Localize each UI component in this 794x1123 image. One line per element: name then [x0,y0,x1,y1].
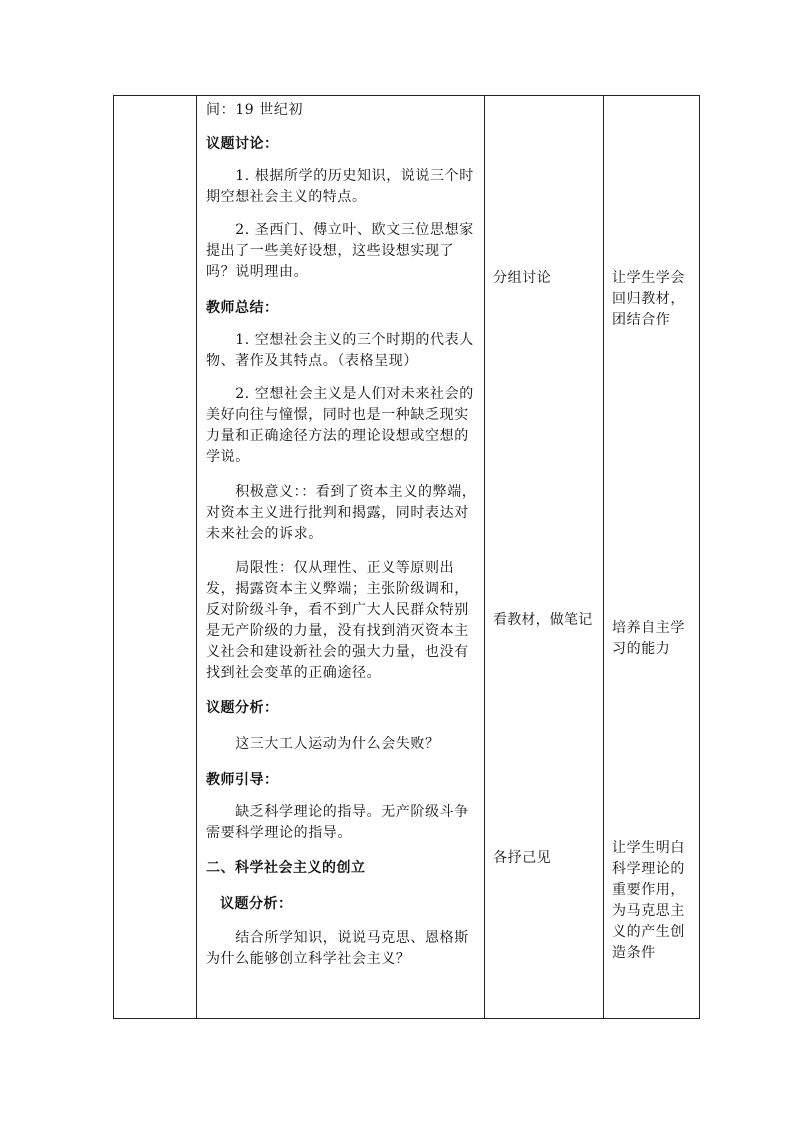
intent-self-study: 培养自主学习的能力 [612,620,685,657]
summary-point-2: 2. 空想社会主义是人们对未来社会的美好向往与憧憬，同时也是一种缺乏现实力量和正确途径方法的理论设想或空想的学说。 [206,386,474,465]
analysis-question-2: 结合所学知识，说说马克思、恩格斯为什么能够创立科学社会主义？ [206,930,469,967]
analysis-question: 这三大工人运动为什么会失败？ [206,736,440,752]
positive-significance: 积极意义：：看到了资本主义的弊端，对资本主义进行批判和揭露，同时表达对未来社会的诉求。 [206,484,477,542]
column-divider [196,96,197,1018]
discussion-question-1: 1. 根据所学的历史知识，说说三个时期空想社会主义的特点。 [206,168,474,205]
activity-read-notes: 看教材，做笔记 [493,612,593,628]
heading-teacher-guide: 教师引导： [206,772,279,788]
design-intent-cell [603,96,699,1018]
intent-theory-importance: 让学生明白科学理论的重要作用，为马克思主义的产生创造条件 [612,840,685,961]
intro-line: 间：19 世纪初 [206,102,304,118]
teaching-content-cell [198,96,478,1018]
summary-point-1: 1. 空想社会主义的三个时期的代表人物、著作及其特点。（表格呈现） [206,332,474,369]
section-two-title: 二、科学社会主义的创立 [206,860,366,876]
intent-return-textbook: 让学生学会回归教材，团结合作 [612,270,685,328]
heading-analysis: 议题分析： [206,700,279,716]
heading-discussion: 议题讨论： [206,136,279,152]
student-activity-cell [484,96,603,1018]
discussion-question-2: 2. 圣西门、傅立叶、欧文三位思想家提出了一些美好设想，这些设想实现了吗？说明理由。 [206,222,474,280]
heading-teacher-summary: 教师总结： [206,300,279,316]
activity-share-views: 各抒己见 [493,850,552,866]
lesson-table [113,95,700,1019]
guide-text: 缺乏科学理论的指导。无产阶级斗争需要科学理论的指导。 [206,804,469,841]
left-empty-cell [114,96,196,1018]
limitation-text: 局限性：仅从理性、正义等原则出发，揭露资本主义弊端；主张阶级调和，反对阶级斗争，看不到广大人民群众特别是无产阶级的力量，没有找到消灭资本主义社会和建设新社会的强大力量，也没有找到社会变革的正确途径。 [206,560,469,681]
heading-analysis-2: 议题分析： [220,896,293,912]
activity-group-discussion: 分组讨论 [493,270,552,286]
